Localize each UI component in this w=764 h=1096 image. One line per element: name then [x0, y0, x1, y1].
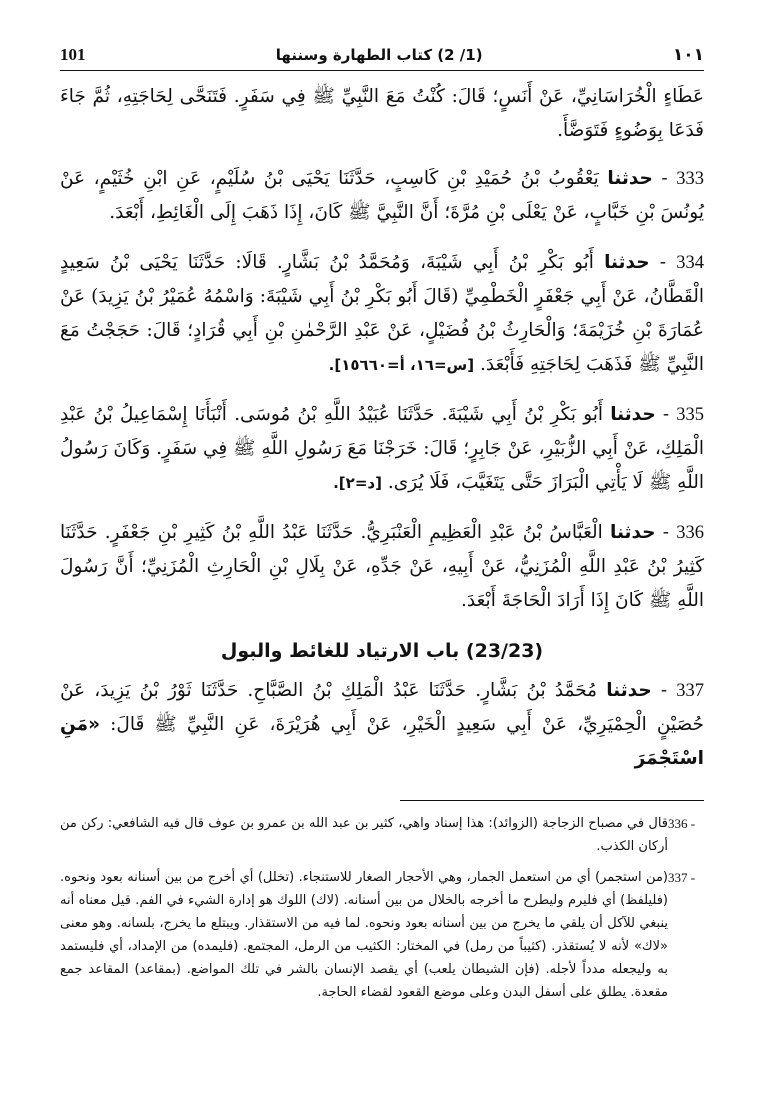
hadith-335: 335 - حدثنا أَبُو بَكْرِ بْنُ أَبِي شَيْبَةَ. حَدَّثَنَا عُبَيْدُ اللَّهِ بْنُ مُوسَى. أَنْبَأَنَا إِسْمَاعِيلُ بْنُ عَبْدِ الْمَلِكِ، عَنْ أَبِي الزُّبَيْرِ، عَنْ جَابِرٍ؛ قَالَ: خَرَجْنَا مَعَ رَسُولِ اللَّهِ ﷺ فِي سَفَرٍ. وَكَانَ رَسُولُ اللَّهِ ﷺ لَا يَأْتِي الْبَرَازَ حَتَّى يَتَغَيَّبَ، فَلَا يُرَى. [د=٢]. — [60, 404, 704, 493]
running-title: (1/ 2) كتاب الطهارة وسننها — [275, 46, 483, 64]
hadith-text: مُحَمَّدُ بْنُ بَشَّارٍ. حَدَّثَنَا عَبْدُ الْمَلِكِ بْنُ الصَّبَّاحِ. حَدَّثَنَا ثَوْرُ بْنُ يَزِيدَ، عَنْ حُصَيْنٍ الْحِمْيَرِيِّ، عَنْ أَبِي سَعِيدٍ الْخَيْرِ، عَنْ أَبِي هُرَيْرَةَ، عَنِ النَّبِيِّ ﷺ قَالَ: — [60, 680, 704, 735]
hadith-336: 336 - حدثنا الْعَبَّاسُ بْنُ عَبْدِ الْعَظِيمِ الْعَنْبَرِيُّ. حَدَّثَنَا عَبْدُ اللَّهِ بْنُ كَثِيرِ بْنِ جَعْفَرٍ. حَدَّثَنَا كَثِيرُ بْنُ عَبْدِ اللَّهِ الْمُزَنِيُّ، عَنْ أَبِيهِ، عَنْ جَدِّهِ، عَنْ بِلَالِ بْنِ الْحَارِثِ الْمُزَنِيِّ؛ أَنَّ رَسُولَ اللَّهِ ﷺ كَانَ إِذَا أَرَادَ الْحَاجَةَ أَبْعَدَ. — [60, 522, 704, 611]
hadith-text: يَعْقُوبُ بْنُ حُمَيْدِ بْنِ كَاسِبٍ، حَدَّثَنَا يَحْيَى بْنُ سُلَيْمٍ، عَنِ ابْنِ خُثَيْمٍ، عَنْ يُونُسَ بْنِ خَبَّابٍ، عَنْ يَعْلَى بْنِ مُرَّةَ؛ أَنَّ النَّبِيَّ ﷺ كَانَ، إِذَا ذَهَبَ إِلَى الْغَائِطِ، أَبْعَدَ. — [60, 168, 704, 223]
page-header — [60, 40, 704, 71]
footnotes — [60, 812, 704, 1012]
hadith-lead: حدثنا — [610, 522, 656, 543]
footnote-number: 337 - — [668, 870, 696, 885]
footnote-separator — [400, 800, 704, 801]
hadith-continuation — [60, 80, 704, 148]
hadith-number: 337 — [676, 681, 704, 701]
hadith-337: 337 - حدثنا مُحَمَّدُ بْنُ بَشَّارٍ. حَدَّثَنَا عَبْدُ الْمَلِكِ بْنُ الصَّبَّاحِ. حَدَّثَنَا ثَوْرُ بْنُ يَزِيدَ، عَنْ حُصَيْنٍ الْحِمْيَرِيِّ، عَنْ أَبِي سَعِيدٍ الْخَيْرِ، عَنْ أَبِي هُرَيْرَةَ، عَنِ النَّبِيِّ ﷺ قَالَ: «مَنِ اسْتَجْمَرَ — [60, 680, 704, 769]
footnote-text: (من استجمر) أي من استعمل الجمار، وهي الأحجار الصغار للاستنجاء. (تخلل) أي أخرج من بين أسنانه بعود ونحوه. (فليلفظ) أي فليرم وليطرح ما أخرجه بالخلال من بين أسنانه. (لاك) اللوك هو إدارة الشيء في الفم. قيل معناه أنه ينبغي للآكل أن يلقي ما يخرج من بين أسنانه بعود ونحوه. لما فيه من الاستقذار. ويبتلع ما يخرج، بلسانه. وهو معنى «لاك» لأنه لا يُستقذر. (كثيباً من رمل) في المختار: الكثيب من الرمل، المجتمع. (فليمده) من الإمداد، أي فليستمد به وليجعله مدداً لأجله. (فإن الشيطان يلعب) أي يقصد الإنسان بالشر في تلك المواضع. (بمقاعد) المقاعد جمع مقعدة. يطلق على أسفل البدن وعلى موضع القعود لقضاء الحاجة. — [60, 870, 668, 1000]
hadith-text: الْعَبَّاسُ بْنُ عَبْدِ الْعَظِيمِ الْعَنْبَرِيُّ. حَدَّثَنَا عَبْدُ اللَّهِ بْنُ كَثِيرِ بْنِ جَعْفَرٍ. حَدَّثَنَا كَثِيرُ بْنُ عَبْدِ اللَّهِ الْمُزَنِيُّ، عَنْ أَبِيهِ، عَنْ جَدِّهِ، عَنْ بِلَالِ بْنِ الْحَارِثِ الْمُزَنِيِّ؛ أَنَّ رَسُولَ اللَّهِ ﷺ كَانَ إِذَا أَرَادَ الْحَاجَةَ أَبْعَدَ. — [60, 522, 704, 611]
hadith-number: 333 — [676, 169, 704, 189]
footnote-337 — [60, 866, 704, 1004]
hadith-number: 336 — [676, 523, 704, 543]
hadith-text: عَطَاءٍ الْخُرَاسَانِيِّ، عَنْ أَنَسٍ؛ قَالَ: كُنْتُ مَعَ النَّبِيِّ ﷺ فِي سَفَرٍ. فَتَنَحَّى لِحَاجَتِهِ، ثُمَّ جَاءَ فَدَعَا بِوَضُوءٍ فَتَوَضَّأَ. — [60, 86, 704, 141]
page-number-latin: 101 — [60, 45, 86, 64]
hadith-lead: حدثنا — [606, 680, 652, 701]
hadith-333: 333 - حدثنا يَعْقُوبُ بْنُ حُمَيْدِ بْنِ كَاسِبٍ، حَدَّثَنَا يَحْيَى بْنُ سُلَيْمٍ، عَنِ ابْنِ خُثَيْمٍ، عَنْ يُونُسَ بْنِ خَبَّابٍ، عَنْ يَعْلَى بْنِ مُرَّةَ؛ أَنَّ النَّبِيَّ ﷺ كَانَ، إِذَا ذَهَبَ إِلَى الْغَائِطِ، أَبْعَدَ. — [60, 168, 704, 223]
footnote-336 — [60, 812, 704, 858]
hadith-quote-start: «مَنِ اسْتَجْمَرَ — [60, 714, 704, 769]
hadith-reference: [د=٢]. — [333, 474, 382, 492]
hadith-lead: حدثنا — [610, 404, 656, 425]
footnote-number: 336 - — [668, 816, 696, 831]
chapter-heading: (23/23) باب الارتياد للغائط والبول — [220, 640, 544, 662]
hadith-text: أَبُو بَكْرِ بْنُ أَبِي شَيْبَةَ، وَمُحَمَّدُ بْنُ بَشَّارٍ. قَالَا: حَدَّثَنَا يَحْيَى بْنُ سَعِيدٍ الْقَطَّانُ، عَنْ أَبِي جَعْفَرٍ الْخَطْمِيِّ (قَالَ أَبُو بَكْرِ بْنُ أَبِي شَيْبَةَ: وَاسْمُهُ عُمَيْرُ بْنُ يَزِيدَ) عَنْ عُمَارَةَ بْنِ خُزَيْمَةَ؛ وَالْحَارِثُ بْنُ فُضَيْلٍ، عَنْ عَبْدِ الرَّحْمٰنِ بْنِ أَبِي قُرَادٍ؛ قَالَ: حَجَجْتُ مَعَ النَّبِيِّ ﷺ فَذَهَبَ لِحَاجَتِهِ فَأَبْعَدَ. — [60, 252, 704, 375]
hadith-number: 334 — [676, 253, 704, 273]
hadith-lead: حدثنا — [604, 252, 650, 273]
hadith-reference: [س=١٦، أ=١٥٦٦٠]. — [328, 356, 475, 374]
hadith-334: 334 - حدثنا أَبُو بَكْرِ بْنُ أَبِي شَيْبَةَ، وَمُحَمَّدُ بْنُ بَشَّارٍ. قَالَا: حَدَّثَنَا يَحْيَى بْنُ سَعِيدٍ الْقَطَّانُ، عَنْ أَبِي جَعْفَرٍ الْخَطْمِيِّ (قَالَ أَبُو بَكْرِ بْنُ أَبِي شَيْبَةَ: وَاسْمُهُ عُمَيْرُ بْنُ يَزِيدَ) عَنْ عُمَارَةَ بْنِ خُزَيْمَةَ؛ وَالْحَارِثُ بْنُ فُضَيْلٍ، عَنْ عَبْدِ الرَّحْمٰنِ بْنِ أَبِي قُرَادٍ؛ قَالَ: حَجَجْتُ مَعَ النَّبِيِّ ﷺ فَذَهَبَ لِحَاجَتِهِ فَأَبْعَدَ. [س=١٦، أ=١٥٦٦٠]. — [60, 252, 704, 375]
hadith-lead: حدثنا — [607, 168, 653, 189]
page-number-arabic: ١٠١ — [672, 45, 704, 65]
footnote-text: قال في مصباح الزجاجة (الزوائد): هذا إسناد واهي، كثير بن عبد الله بن عمرو بن عوف قال فيه الشافعي: ركن من أركان الكذب. — [60, 816, 668, 854]
hadith-number: 335 — [676, 405, 704, 425]
main-text — [60, 80, 704, 792]
hadith-text: أَبُو بَكْرِ بْنُ أَبِي شَيْبَةَ. حَدَّثَنَا عُبَيْدُ اللَّهِ بْنُ مُوسَى. أَنْبَأَنَا إِسْمَاعِيلُ بْنُ عَبْدِ الْمَلِكِ، عَنْ أَبِي الزُّبَيْرِ، عَنْ جَابِرٍ؛ قَالَ: خَرَجْنَا مَعَ رَسُولِ اللَّهِ ﷺ فِي سَفَرٍ. وَكَانَ رَسُولُ اللَّهِ ﷺ لَا يَأْتِي الْبَرَازَ حَتَّى يَتَغَيَّبَ، فَلَا يُرَى. — [60, 404, 704, 493]
